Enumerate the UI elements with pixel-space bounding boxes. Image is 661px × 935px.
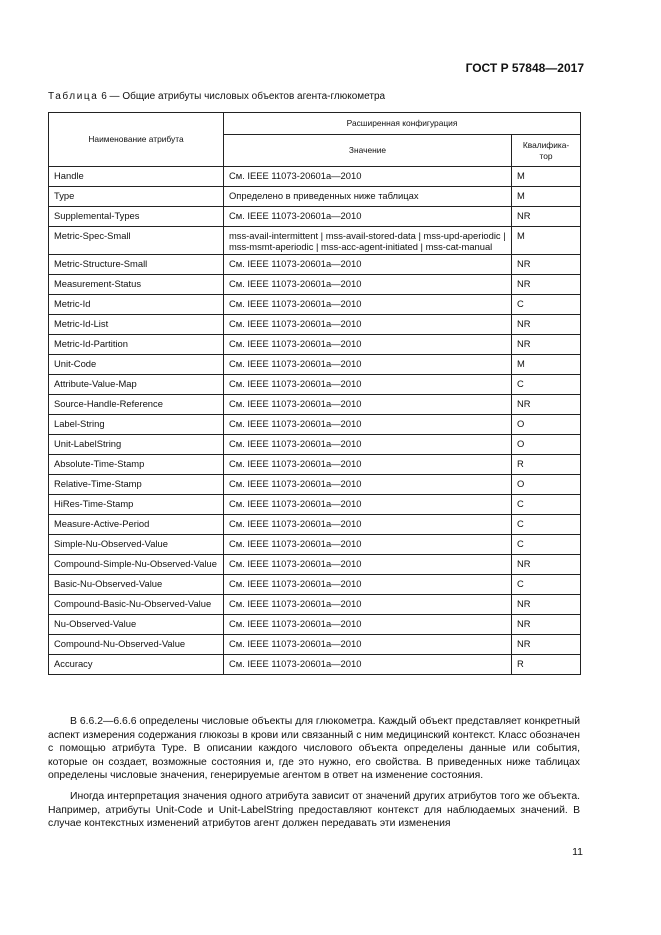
cell-qualifier: C (512, 575, 581, 595)
cell-attribute-name: Unit-LabelString (49, 435, 224, 455)
cell-qualifier: NR (512, 335, 581, 355)
table-row (49, 435, 581, 455)
table-row (49, 375, 581, 395)
cell-value: См. IEEE 11073-20601a—2010 (224, 395, 512, 415)
cell-attribute-name: HiRes-Time-Stamp (49, 495, 224, 515)
table-caption-title: 6 — Общие атрибуты числовых объектов агента-глюкометра (98, 91, 386, 102)
table-row (49, 635, 581, 655)
col-header-name: Наименование атрибута (49, 113, 224, 167)
cell-value: mss-avail-intermittent | mss-avail-stored-data | mss-upd-aperiodic | mss-msmt-aperiodic | mss-acc-agent-initiated | mss-cat-manual (224, 227, 512, 255)
cell-qualifier: NR (512, 395, 581, 415)
cell-qualifier: NR (512, 635, 581, 655)
cell-value: См. IEEE 11073-20601a—2010 (224, 295, 512, 315)
cell-attribute-name: Attribute-Value-Map (49, 375, 224, 395)
cell-qualifier: C (512, 495, 581, 515)
cell-attribute-name: Basic-Nu-Observed-Value (49, 575, 224, 595)
cell-value: См. IEEE 11073-20601a—2010 (224, 375, 512, 395)
cell-qualifier: C (512, 295, 581, 315)
table-row (49, 395, 581, 415)
col-header-qualifier: Квалифика-тор (512, 135, 581, 167)
cell-attribute-name: Metric-Spec-Small (49, 227, 224, 255)
cell-qualifier: C (512, 515, 581, 535)
cell-attribute-name: Compound-Nu-Observed-Value (49, 635, 224, 655)
cell-qualifier: M (512, 167, 581, 187)
cell-qualifier: NR (512, 615, 581, 635)
cell-value: См. IEEE 11073-20601a—2010 (224, 255, 512, 275)
cell-qualifier: O (512, 475, 581, 495)
cell-attribute-name: Supplemental-Types (49, 207, 224, 227)
cell-qualifier: O (512, 435, 581, 455)
cell-value: См. IEEE 11073-20601a—2010 (224, 475, 512, 495)
table-row (49, 595, 581, 615)
cell-value: См. IEEE 11073-20601a—2010 (224, 415, 512, 435)
cell-attribute-name: Unit-Code (49, 355, 224, 375)
cell-qualifier: NR (512, 315, 581, 335)
cell-qualifier: NR (512, 255, 581, 275)
cell-attribute-name: Accuracy (49, 655, 224, 675)
cell-attribute-name: Handle (49, 167, 224, 187)
table-row (49, 187, 581, 207)
cell-attribute-name: Compound-Simple-Nu-Observed-Value (49, 555, 224, 575)
table-caption-prefix: Таблица (48, 91, 99, 102)
cell-value: См. IEEE 11073-20601a—2010 (224, 315, 512, 335)
table-row (49, 315, 581, 335)
table-body (49, 167, 581, 675)
table-row (49, 655, 581, 675)
cell-attribute-name: Simple-Nu-Observed-Value (49, 535, 224, 555)
table-row (49, 615, 581, 635)
paragraph-1-text: В 6.6.2—6.6.6 определены числовые объекты для глюкометра. Каждый объект представляет конкретный аспект измерения содержания глюкозы в крови или связанный с ним медицинский контекст. Класс обозначен с помощью атрибута Type. В описании каждого числового объекта определены данные или события, которые он создает, возможные состояния и, где это нужно, его свойства. В приведенных ниже таблицах определены числовые значения, генерируемые агентом в ответ на изменение состояния. (48, 716, 580, 782)
cell-value: См. IEEE 11073-20601a—2010 (224, 435, 512, 455)
cell-attribute-name: Measurement-Status (49, 275, 224, 295)
paragraph-1 (48, 715, 580, 783)
cell-value: См. IEEE 11073-20601a—2010 (224, 595, 512, 615)
table-row (49, 535, 581, 555)
table-row (49, 207, 581, 227)
col-header-group: Расширенная конфигурация (224, 113, 581, 135)
table-row (49, 295, 581, 315)
cell-value: См. IEEE 11073-20601a—2010 (224, 655, 512, 675)
cell-value: См. IEEE 11073-20601a—2010 (224, 455, 512, 475)
cell-attribute-name: Relative-Time-Stamp (49, 475, 224, 495)
cell-value: См. IEEE 11073-20601a—2010 (224, 575, 512, 595)
cell-qualifier: R (512, 655, 581, 675)
standard-number: ГОСТ Р 57848—2017 (465, 61, 584, 75)
cell-value: См. IEEE 11073-20601a—2010 (224, 635, 512, 655)
cell-attribute-name: Metric-Id-Partition (49, 335, 224, 355)
attributes-table (48, 112, 581, 675)
table-row (49, 415, 581, 435)
table-row (49, 255, 581, 275)
cell-qualifier: NR (512, 275, 581, 295)
cell-attribute-name: Label-String (49, 415, 224, 435)
cell-attribute-name: Source-Handle-Reference (49, 395, 224, 415)
table-row (49, 515, 581, 535)
cell-qualifier: NR (512, 555, 581, 575)
cell-attribute-name: Metric-Id (49, 295, 224, 315)
cell-qualifier: NR (512, 207, 581, 227)
cell-attribute-name: Measure-Active-Period (49, 515, 224, 535)
table-row (49, 355, 581, 375)
cell-value: См. IEEE 11073-20601a—2010 (224, 335, 512, 355)
cell-value: См. IEEE 11073-20601a—2010 (224, 275, 512, 295)
cell-qualifier: NR (512, 595, 581, 615)
cell-attribute-name: Compound-Basic-Nu-Observed-Value (49, 595, 224, 615)
table-row (49, 475, 581, 495)
cell-value: См. IEEE 11073-20601a—2010 (224, 535, 512, 555)
cell-value: См. IEEE 11073-20601a—2010 (224, 555, 512, 575)
paragraph-2 (48, 790, 580, 831)
cell-attribute-name: Type (49, 187, 224, 207)
table-row (49, 275, 581, 295)
cell-attribute-name: Metric-Id-List (49, 315, 224, 335)
cell-value: Определено в приведенных ниже таблицах (224, 187, 512, 207)
table-row (49, 455, 581, 475)
paragraph-2-text: Иногда интерпретация значения одного атрибута зависит от значений других атрибутов того же объекта. Например, атрибуты Unit-Code и Unit-LabelString предоставляют контекст для наблюдаемых значений. В случае контекстных изменений атрибутов агент должен передавать эти изменения (48, 791, 580, 830)
table-row (49, 335, 581, 355)
table-caption (48, 91, 385, 102)
cell-qualifier: O (512, 415, 581, 435)
cell-qualifier: M (512, 355, 581, 375)
cell-value: См. IEEE 11073-20601a—2010 (224, 495, 512, 515)
cell-value: См. IEEE 11073-20601a—2010 (224, 167, 512, 187)
table-row (49, 555, 581, 575)
cell-attribute-name: Metric-Structure-Small (49, 255, 224, 275)
col-header-value: Значение (224, 135, 512, 167)
table-row (49, 167, 581, 187)
table-row (49, 495, 581, 515)
cell-qualifier: R (512, 455, 581, 475)
cell-attribute-name: Nu-Observed-Value (49, 615, 224, 635)
table-row (49, 575, 581, 595)
cell-qualifier: M (512, 187, 581, 207)
page-number: 11 (572, 846, 583, 858)
cell-value: См. IEEE 11073-20601a—2010 (224, 515, 512, 535)
cell-qualifier: M (512, 227, 581, 255)
cell-value: См. IEEE 11073-20601a—2010 (224, 355, 512, 375)
cell-value: См. IEEE 11073-20601a—2010 (224, 207, 512, 227)
cell-qualifier: C (512, 535, 581, 555)
table-row (49, 227, 581, 255)
cell-value: См. IEEE 11073-20601a—2010 (224, 615, 512, 635)
cell-qualifier: C (512, 375, 581, 395)
cell-attribute-name: Absolute-Time-Stamp (49, 455, 224, 475)
